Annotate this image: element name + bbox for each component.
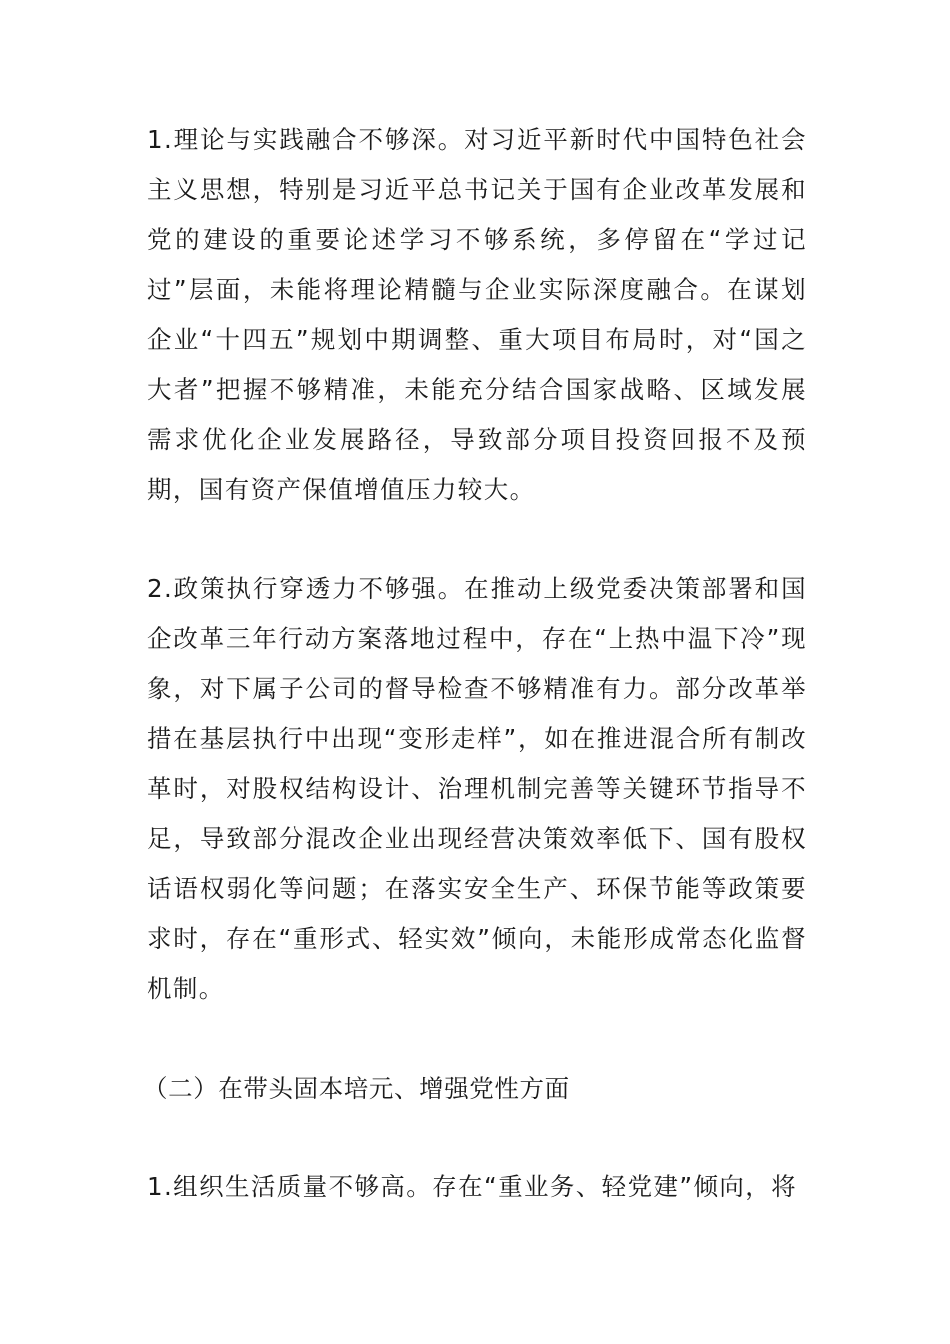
paragraph-policy-execution: 2.政策执行穿透力不够强。在推动上级党委决策部署和国企改革三年行动方案落地过程中，存在“上热中温下冷”现象，对下属子公司的督导检查不够精准有力。部分改革举措在基层执行中出现“变形走样”，如在推进混合所有制改革时，对股权结构设计、治理机制完善等关键环节指导不足，导致部分混改企业出现经营决策效率低下、国有股权话语权弱化等问题；在落实安全生产、环保节能等政策要求时，存在“重形式、轻实效”倾向，未能形成常态化监督机制。: [147, 574, 807, 1003]
section-heading: （二）在带头固本培元、增强党性方面: [143, 1074, 570, 1103]
paragraph-theory-practice: 1.理论与实践融合不够深。对习近平新时代中国特色社会主义思想，特别是习近平总书记关于国有企业改革发展和党的建设的重要论述学习不够系统，多停留在“学过记过”层面，未能将理论精髓与企业实际深度融合。在谋划企业“十四五”规划中期调整、重大项目布局时，对“国之大者”把握不够精准，未能充分结合国家战略、区域发展需求优化企业发展路径，导致部分项目投资回报不及预期，国有资产保值增值压力较大。: [147, 125, 807, 504]
paragraph-organization-life: 1.组织生活质量不够高。存在“重业务、轻党建”倾向，将: [147, 1172, 798, 1201]
